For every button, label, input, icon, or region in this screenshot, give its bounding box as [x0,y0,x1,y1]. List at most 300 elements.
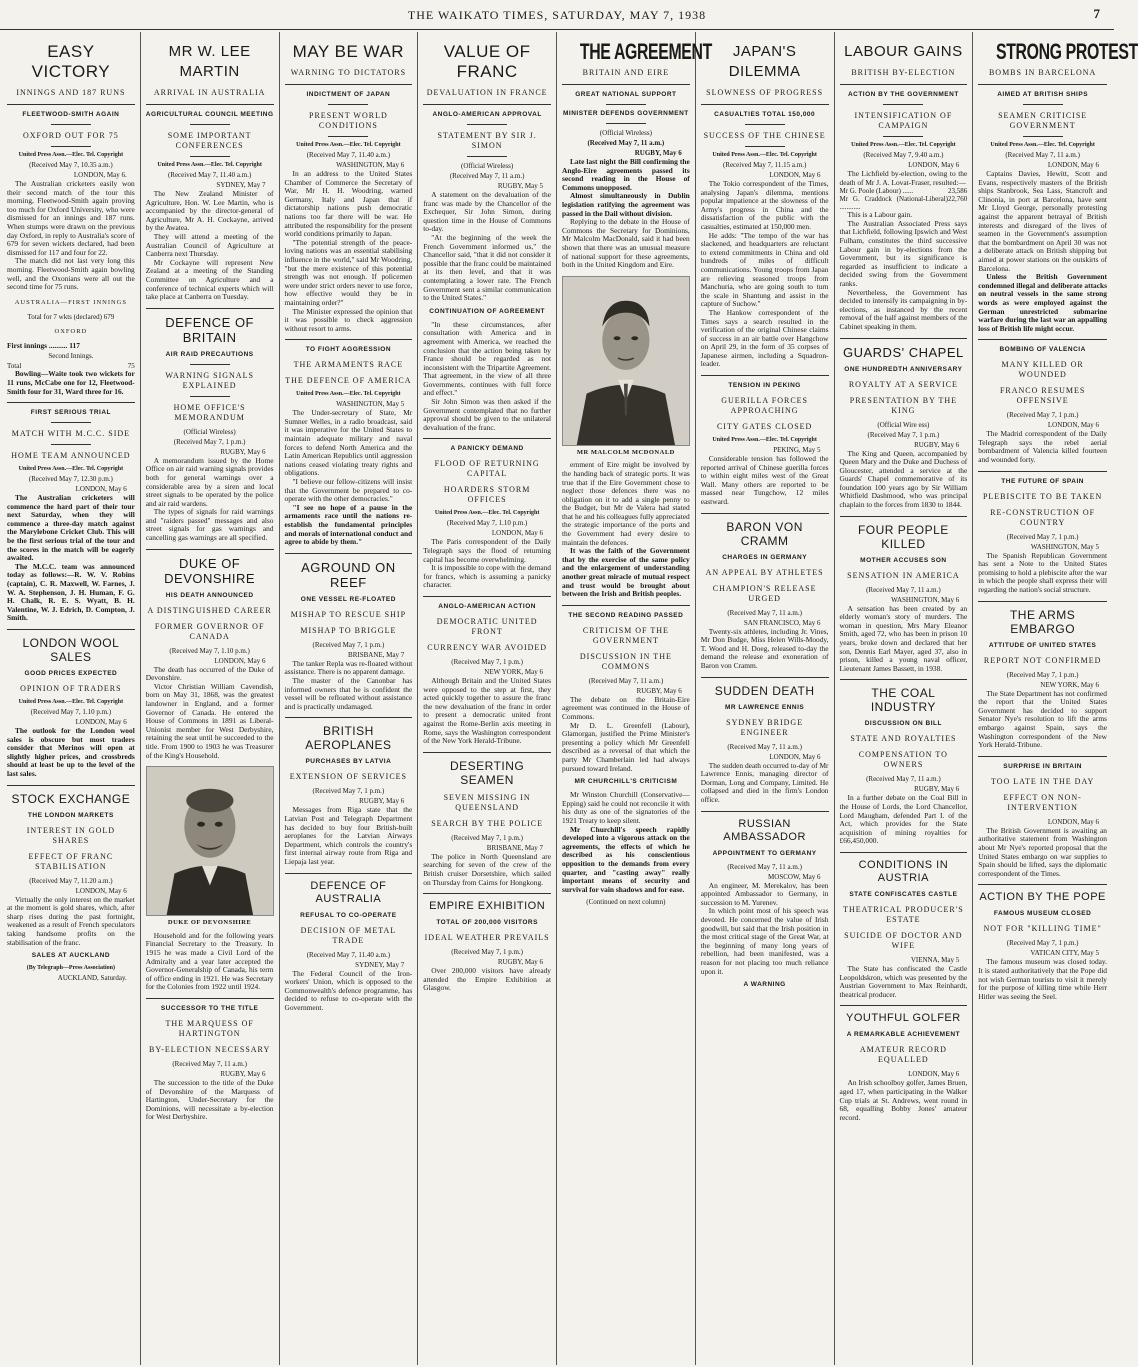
story-headline: BARON VON CRAMM [726,519,803,548]
headline: LABOUR GAINS [844,43,963,60]
paragraph: The police in North Queensland are searching for seven of the crew of the British cruiser Dorsetshire, which sailed on Thursday from Cairns for Hongkong. [423,851,551,887]
story-deck: CITY GATES CLOSED [716,422,813,432]
stock-sub: INTEREST IN GOLD SHARES [26,825,116,845]
lead-paragraph: Late last night the Bill confirming the Anglo-Eire agreements passed its second reading in the House of Commons unopposed. [562,157,690,192]
paragraph: "I believe our fellow-citizens will insist that the Government be prepared to co-operate with the other democracies." [284,477,413,504]
received: (Received May 7, 11 a.m.) [866,775,941,784]
story-headline: EMPIRE EXHIBITION [429,900,546,913]
paragraph: The famous museum was closed today. It is stated authoritatively that the Pope did not wish German tourists to visit it merely for the purpose of killing time while Herr Hitler was seeing the Seel. [978,957,1107,1001]
story-deck: HOME OFFICE'S MEMORANDUM [173,402,246,422]
paragraph: Victor Christian William Cavendish, born on May 31, 1868, was the greatest landowner in England, and a former Governor of Canada. He entered the House of Commons in 1891 as Liberal-Unionist member for West Derbyshire, retaining the seat until he succeeded to the title. From 1900 to 1903 he was Treasurer of the King's Household. [145,681,274,760]
story-deck: PRESENTATION BY THE KING [849,395,957,415]
result-votes: 23,586 [948,187,968,196]
stock-headline: STOCK EXCHANGE [11,791,131,806]
story-bold: AIR RAID PRECAUTIONS [165,350,254,358]
second-story-sub: MATCH WITH M.C.C. SIDE [11,429,131,439]
bold-subhead: INDICTMENT OF JAPAN [306,91,391,98]
wire: (Official Wireless) [599,129,652,137]
received: (Received May 7, 1 p.m.) [173,437,246,446]
deck: PRESENT WORLD CONDITIONS [309,111,388,130]
column-the-agreement [557,32,712,1365]
total-label: Total [7,362,22,371]
story-headline: DEFENCE OF BRITAIN [165,314,255,345]
paragraph: In an address to the United States Chamber of Commerce the Secretary of War, Mr H. H. Woodring, warned Germany, Italy and Japan that if dictatorship nations push democratic nations too far there will be war. He attributed the responsibility for the present world conditions primarily to Japan. [284,169,413,239]
story-bold: FAMOUS MUSEUM CLOSED [993,910,1092,918]
story-sub: AMATEUR RECORD EQUALLED [859,1045,947,1065]
story-bold: STATE CONFISCATES CASTLE [849,890,958,898]
subhead: BRITAIN AND EIRE [582,68,670,77]
sales-bold: SALES AT AUCKLAND [31,952,111,960]
story-sub: STATE AND ROYALTIES [850,734,957,744]
story-deck: FORMER GOVERNOR OF CANADA [154,621,265,641]
column-easy-victory [2,32,141,1365]
column-lee-martin [141,32,280,1365]
received: (Received May 7, 1 p.m.) [1006,670,1079,679]
bold-subhead: FLEETWOOD-SMITH AGAIN [22,111,120,118]
successor-deck: BY-ELECTION NECESSARY [149,1044,271,1054]
story-sub: ROYALTY AT A SERVICE [848,379,958,389]
paragraph: ernment of Eire might be involved by the handing back of strategic ports. It was true that if the Eire Government chose to neglect those defences there was no obligation on it to add a single penny to the Budget, but Mr de Valera had stated that he and his colleagues fully appreciated the strategic importance of the ports and the Government had every desire to maintain the defences. [562,460,690,547]
story-headline: DUKE OF DEVONSHIRE [164,555,256,586]
newspaper-columns [2,32,1138,1365]
story-sub: A DISTINGUISHED CAREER [147,605,272,615]
deck: STATEMENT BY SIR J. SIMON [437,131,537,150]
story-headline: YOUTHFUL GOLFER [846,1012,961,1025]
lead-paragraph: Almost simultaneously in Dublin legislation ratifying the agreement was passed in the Dail without division. [562,191,690,218]
dateline: LONDON, May 6 [908,1070,960,1079]
wire: (Official Wireless) [183,427,236,436]
result-votes: 22,760 [948,195,968,204]
dateline: WASHINGTON, May 6 [891,595,960,604]
received: (Received May 7, 11.40 a.m.) [306,950,391,959]
page-number: 7 [1093,6,1100,21]
result-name: Mr G. Poole (Labour) ...... [839,187,914,196]
paragraph: Twenty-six athletes, including Jr. Vines, Mr Don Budge, Miss Helen Wills-Moody, T. Wood and H. Doeg, released to-day the demand the release and exoneration of Baron von Cramm. [700,626,829,670]
deck: SOME IMPORTANT CONFERENCES [167,131,252,150]
paragraph: Over 200,000 visitors have already attended the Empire Exhibition at Glasgow. [423,966,551,993]
bold-paragraph: Mr Churchill's speech rapidly developed into a vigorous attack on the agreements, the effects of which he described as his conscientious opposition to the demands from every quarter, and "casting away" really important means of security and survival for vain shadows and for ease. [562,824,690,894]
story-headline: DEFENCE OF AUSTRALIA [310,879,387,905]
paragraph: The debate on the Britain-Eire agreement was continued in the House of Commons. [562,694,690,721]
credit: United Press Assn.—Elec. Tel. Copyright [712,437,817,444]
credit: United Press Assn.—Elec. Tel. Copyright [18,699,124,705]
column-labour-gains [835,32,974,1365]
received: (Received May 7, 11 a.m.) [588,676,664,685]
deck: SEAMEN CRITICISE GOVERNMENT [998,111,1088,130]
paragraph: Replying to the debate in the House of Commons the Secretary for Dominions, Mr Malcolm MacDonald, said it had been shown that there was an unusual measure of national support for these agreements, both in the United Kingdom and Eire. [562,217,690,270]
received: (Received May 7, 1 p.m.) [451,833,523,842]
story-deck: FRANCO RESUMES OFFENSIVE [999,386,1086,406]
paragraph: The succession to the title of the Duke of Devonshire of the Marquess of Hartington, Under-Secretary for the Dominions, will necessitate a by-election for West Derbyshire. [145,1077,274,1122]
paragraph: The types of signals for raid warnings and "raiders passed" messages and also street signals for gas warnings and cancelling gas warnings are all specified. [145,507,274,543]
column-japans-dilemma [696,32,835,1365]
paragraph: It is impossible to cope with the demand for francs, which is assuming a panicky character. [423,563,551,590]
paragraph: The Spanish Republican Government has sent a Note to the United States promising to hold a plebiscite after the war in which the people shall express their will regarding the nation's social structure. [978,550,1107,595]
story-bold: A PANICKY DEMAND [450,445,524,453]
dateline: LONDON, May 6 [1047,817,1099,826]
story-sub: MISHAP TO RESCUE SHIP [290,609,407,619]
team-announced: HOME TEAM ANNOUNCED [11,451,131,461]
dateline: RUGBY, May 6 [497,958,543,967]
credit: United Press Assn.—Elec. Tel. Copyright [990,142,1095,148]
story-headline: AGROUND ON REEF [301,559,396,590]
portrait-caption: MR MALCOLM MCDONALD [576,448,675,456]
story-deck: DISCUSSION IN THE COMMONS [579,651,672,671]
dateline: LONDON, May 6 [1047,421,1099,430]
story-sub: FLOOD OF RETURNING CAPITAL [434,459,540,479]
received: (Received May 7, 11 a.m.) [449,172,525,180]
wool-sub: OPINION OF TRADERS [20,684,122,693]
story-sub: THE ARMAMENTS RACE [293,360,404,370]
dateline: LONDON, May 6 [1047,161,1099,169]
headline: MR W. LEE MARTIN [168,43,251,80]
story-deck: THE DEFENCE OF AMERICA [285,376,412,386]
received: (Received May 7, 11.40 a.m.) [306,151,391,159]
story-bold: HIS DEATH ANNOUNCED [165,591,254,599]
paragraph: "The potential strength of the peace-loving nations was an essential stabilising influence in the world," said Mr Woodring, "but the mere existence of this potential strength was not enough. If policemen were under strict orders never to use force, how effective would they be in maintaining order?" [284,237,413,307]
dateline: VATICAN CITY, May 5 [1030,949,1099,958]
paragraph: Mr Winston Churchill (Conservative—Epping) said he could not reconcile it with his duty as one of the signatories of the 1921 Treaty to keep silent. [562,790,690,825]
paragraph: The master of the Canonbar has informed owners that he is confident the vessel will be refloated without assistance and is practically undamaged. [284,675,413,711]
successor-bold: SUCCESSOR TO THE TITLE [160,1004,259,1012]
dateline: LONDON, May 6 [75,718,127,726]
received: (Received May 7, 11 a.m.) [727,742,802,751]
received: (Received May 7, 11 a.m.) [1005,151,1080,159]
bold-subhead: GREAT NATIONAL SUPPORT [575,91,677,98]
dateline: LONDON, May 6. [73,171,127,179]
received: (Received May 7, 12.30 p.m.) [28,475,113,484]
paragraph: Household and for the following years Financial Secretary to the Treasury. In 1915 he was made a Civil Lord of the Admiralty and a year later accepted the Governor-Generalship of Canada, his term of office ending in 1921. He was Secretary for the Colonies from 1922 until 1924. [145,930,274,992]
paragraph: Captains Davies, Hewitt, Scott and Evans, respectively masters of the British ships Stanbrook, Sea Lass, Stancroft and Clinonia, in port at Barcelona, have sent Mr Lloyd George, personally protesting against the apparent betrayal of British interests and disregard of the lives of seamen in the Government's assumption that the bombardment on April 30 was not a deliberate attack on British shipping but aimed at power stations on the outskirts of Barcelona. [978,169,1107,273]
story-headline: ACTION BY THE POPE [979,891,1106,904]
second-innings: Second Innings. [48,352,94,361]
received: (Received May 7, 1 p.m.) [1006,411,1079,420]
paragraph: The tanker Repla was re-floated without assistance. There is no apparent damage. [284,658,413,677]
story-sub: AN APPEAL BY ATHLETES [705,567,824,577]
successor-sub: THE MARQUESS OF HARTINGTON [165,1018,254,1038]
story-sub: DEMOCRATIC UNITED FRONT [436,617,538,636]
dateline: LONDON, May 6 [769,752,821,761]
dateline: SAN FRANCISCO, May 6 [743,618,821,627]
received: (Received May 7, 1 p.m.) [451,658,523,666]
received: (Received May 7, 1 p.m.) [312,640,385,649]
paragraph: Virtually the only interest on the market at the moment is gold shares, which, after sharp rises during the past fortnight, weakened as a result of French speculators taking handsome profits on the stabilisation of the franc. [7,894,135,947]
dateline: VIENNA, May 5 [910,955,960,964]
story-bold: ATTITUDE OF UNITED STATES [988,641,1097,649]
paragraph: The Australian cricketers easily won their second match of the tour this morning, Fleetwood-Smith again proving too much for Oxford University, who were dismissed for an innings and 187 runs. When stumps were drawn on the previous day Oxford, in reply to Australia's score of 679 for seven wickets declared, had been dismissed for 117 and four for 22. [7,179,135,257]
story-bold: TOTAL OF 200,000 VISITORS [436,919,538,927]
story-bold: ANGLO-AMERICAN ACTION [438,603,536,610]
story-bold: MOTHER ACCUSES SON [860,556,947,564]
story-sub: EXTENSION OF SERVICES [289,772,407,782]
received: (Received May 7, 11 a.m.) [727,862,802,871]
story-deck: EFFECT ON NON-INTERVENTION [1003,792,1082,812]
masthead [0,0,1114,30]
column-may-be-war [280,32,419,1365]
paragraph: An Irish schoolboy golfer, James Bruen, aged 17, when participating in the Walker Cup trials at St. Andrews, went round in 68, equalling Bobby Jones' amateur record. [839,1078,968,1122]
credit: United Press Assn.—Elec. Tel. Copyright [296,142,401,148]
paragraph: The Minister expressed the opinion that it was possible to check aggression without resort to arms. [284,306,413,333]
received: (Received May 7, 11 a.m.) [172,1059,247,1068]
received: (Received May 7, 1.10 p.m.) [30,708,112,716]
bold-subhead: AGRICULTURAL COUNCIL MEETING [145,111,274,118]
story-deck: HOARDERS STORM OFFICES [443,485,531,505]
dateline: RUGBY, May 6 [359,797,405,806]
story-bold: BOMBING OF VALENCIA [999,346,1086,354]
score-heading: AUSTRALIA—FIRST INNINGS [14,298,127,306]
received: (Received May 7, 11 a.m.) [587,139,665,147]
paragraph: The State has confiscated the Castle Leopoldskron, which was presented by the Austrian Government to Max Reinhardt, theatrical producer. [839,963,968,999]
story-bold: ONE VESSEL RE-FLOATED [300,595,396,603]
dateline: LONDON, May 6 [214,656,266,665]
story-sub: GUERILLA FORCES APPROACHING [721,396,809,416]
dateline: AUCKLAND, Saturday. [57,974,127,983]
column-strong-protest [973,32,1138,1365]
paragraph: In which point most of his speech was devoted. He concerned the value of Irish goodwill, but said that the Irish position in the most critical stage of the Great War, at the beginning of many long years of rebellion, had been manifested, was a reason for not placing too much reliance upon it. [700,906,829,976]
story-bold: SURPRISE IN BRITAIN [1003,762,1082,770]
dateline: MOSCOW, May 6 [768,872,821,881]
dateline: RUGBY, May 6 [220,447,266,456]
portrait-malcolm-macdonald [562,276,690,446]
deck: OXFORD OUT FOR 75 [22,131,119,140]
story-bold: TO FIGHT AGGRESSION [305,346,392,354]
received: (Received May 7, 9.40 a.m.) [863,151,944,159]
headline: STRONG PROTEST [996,39,1138,64]
subhead: INNINGS AND 187 RUNS [16,88,126,97]
total-value: 75 [127,362,135,371]
paragraph: The Madrid correspondent of the Daily Telegraph says the rebel aerial bombardment of Valencia killed fourteen and wounded forty. [978,429,1107,465]
paragraph: In a further debate on the Coal Bill in the House of Lords, the Lord Chancellor, Lord Maugham, defended Part I. of the Act, which provides for the State acquisition of mining royalties for £66,450,000. [839,793,968,846]
continued-note: (Continued on next column) [586,898,666,907]
paragraph: Mr D. L. Greenfell (Labour), Glamorgan, justified the Prime Minister's presenting a policy which Mr Greenfell described as a reversal of that which the party Mr Chamberlain led had always pursued toward Ireland. [562,720,690,773]
dateline: RUGBY, May 6 [636,686,682,695]
dateline: BRISBANE, May 7 [348,650,405,659]
paragraph: Messages from Riga state that the Latvian Post and Telegraph Department has decided to buy four British-built aeroplanes for the Latvian Airways Department, which controls the country's first internal airway route from Riga and Liepaja last year. [284,805,413,866]
story-bold: THE SECOND READING PASSED [568,611,684,619]
wool-bold: GOOD PRICES EXPECTED [24,670,118,677]
paragraph: Nevertheless, the Government has decided to intensify its campaigning in by-elections, as instanced by the recent removal of the half against members of the Cabinet speaking in them. [839,287,968,331]
story-headline: GUARDS' CHAPEL [843,344,964,360]
story-sub: REPORT NOT CONFIRMED [983,655,1102,665]
paragraph: A statement on the devaluation of the franc was made by the Chancellor of the Exchequer, Sir John Simon, during question time in the House of Commons to-day. [423,190,551,234]
story-bold: TENSION IN PEKING [728,382,801,390]
story-sub: SENSATION IN AMERICA [847,570,960,580]
deck: SUCCESS OF THE CHINESE [703,131,826,140]
received: (Received May 7, 11.20 a.m.) [29,876,113,885]
bold-paragraph: Unless the British Government condemned illegal and deliberate attacks on neutral vessels in the same strong words as were employed against the German unrestricted submarine warfare during the last war an appalling loss of British life might occur. [978,272,1107,333]
quote: "I see no hope of a pause in the armaments race until the nations re-establish the fundamental principles and morals of international conduct and agree to abide by them." [284,502,413,547]
masthead-title: THE WAIKATO TIMES, SATURDAY, MAY 7, 1938 [407,8,707,22]
story-bold: MR LAWRENCE ENNIS [724,703,805,711]
received: (Received May 7, 11 a.m.) [866,585,941,594]
paragraph: The sudden death occurred to-day of Mr Lawrence Ennis, managing director of Dorman, Long and Company, Limited. He collapsed and died in the firm's London office. [700,760,829,804]
received: (Received May 7, 1 p.m.) [1006,939,1079,948]
bold-subhead: ACTION BY THE GOVERNMENT [847,91,959,98]
received: (Received May 7, 1 p.m.) [867,430,940,439]
result-line [840,195,968,211]
received: (Received May 7, 1.10 p.m.) [446,519,528,528]
story-deck: CURRENCY WAR AVOIDED [427,643,548,652]
deck: INTENSIFICATION OF CAMPAIGN [854,111,953,130]
story-bold: APPOINTMENT TO GERMANY [712,849,817,857]
story-bold: PURCHASES BY LATVIA [305,758,392,766]
subhead: BOMBS IN BARCELONA [988,68,1097,77]
story-headline: BRITISH AEROPLANES [305,724,392,753]
wire: (Official Wire ess) [877,420,930,429]
paragraph: The State Department has not confirmed the report that the United States Government has decided to support Senator Nye's resolution to lift the arms embargo against Spain, says the Washington correspondent of the New York Herald-Tribune. [978,688,1107,750]
column-value-of-franc [418,32,557,1365]
credit: United Press Assn.—Elec. Tel. Copyright [18,152,124,158]
dateline: LONDON, May 6 [75,886,127,895]
story-deck: SUICIDE OF DOCTOR AND WIFE [844,930,963,950]
story-sub: MANY KILLED OR WOUNDED [1001,360,1084,380]
story-sub: WARNING SIGNALS EXPLAINED [165,370,254,390]
bold-subhead: ANGLO-AMERICAN APPROVAL [432,111,542,118]
wire: (Official Wireless) [461,162,514,170]
story-deck: COMPENSATION TO OWNERS [858,750,948,770]
paragraph: The New Zealand Minister of Agriculture, Hon. W. Lee Martin, who is accompanied by the director-general of Agriculture, Mr A. H. Cockayne, arrived by the Awatea. [145,189,274,233]
continuation-bold: CONTINUATION OF AGREEMENT [429,307,546,315]
story-sub: SEARCH BY THE POLICE [431,818,544,828]
dateline: LONDON, May 6 [769,171,821,179]
credit: United Press Assn.—Elec. Tel. Copyright [851,142,956,148]
headline: VALUE OF FRANC [443,42,531,81]
first-innings: First innings .......... 117 [7,340,80,350]
dateline: NEW YORK, May 6 [1040,680,1099,689]
story-sub: CRITICISM OF THE GOVERNMENT [582,625,669,645]
dateline: SYDNEY, May 7 [355,960,405,969]
paragraph: The Australian Associated Press says that Lichfield, following Ipswich and West Fulham, constitutes the third successive Labour gain in by-elections from the Government, but its significance is regarded as insufficient to indicate a decided swing from the Government ranks. [839,218,968,288]
dateline: WASHINGTON, May 5 [1030,542,1099,551]
story-sub: PLEBISCITE TO BE TAKEN [982,491,1103,501]
dateline: RUGBY, May 5 [497,182,543,190]
paragraph: The Under-secretary of State, Mr Sumner Welles, in a radio broadcast, said it was imperative for the United States to maintain adequate military and naval forces to defend North America and the Latin American Republics until aggression nations ceased violating treaty rights and obligations. [284,408,413,478]
bold-subhead: AIMED AT BRITISH SHIPS [997,91,1089,98]
received: (Received May 7, 11.15 a.m.) [722,161,807,169]
paragraph: The Lichfield by-election, owing to the death of Mr J. A. Lovat-Fraser, resulted:— [839,169,968,187]
paragraph: The British Government is awaiting an authoritative statement from Washington about Mr Nye's reported proposal that the United States embargo on war supplies to Spain should be lifted, says the diplomatic correspondent of the Times. [978,825,1107,878]
paragraph: He adds: "The tempo of the war has slackened, and headquarters are reluctant to extend commitments in China and old hundreds of miles of difficult communications. Young troops from Japan are relieving seasoned troops from Manchuria, who are going south to turn the scale in Shantung and assist in the capture of Suchow." [700,230,829,309]
churchill-bold: MR CHURCHILL'S CRITICISM [574,778,678,786]
oxford-heading: OXFORD [54,327,88,335]
paragraph: A memorandum issued by the Home Office on air raid warning signals provides both for general warnings over a considerable area by a siren and local street signals to be operated by the police and air raid wardens. [145,455,274,508]
bold-subhead-2: MINISTER DEFENDS GOVERNMENT [562,110,689,117]
dateline: RUGBY, May 6 [634,149,682,157]
paragraph: A sensation has been created by an elderly woman's story of murders. The woman in question, Mrs Mary Eleanor Smith, aged 72, who has been in prison 10 years, broke down and declared that her son, Dennis Earl Mayer, aged 37, also in prison, killed a young naval officer, Lieutenant James Bassett, in 1938. [839,603,968,673]
result-note: This is a Labour gain. [847,210,913,220]
headline: EASY VICTORY [31,42,111,81]
stock-bold: THE LONDON MARKETS [27,811,114,819]
received: (Received May 7, 11 a.m.) [727,608,802,617]
credit: (By Telegraph—Press Association) [26,965,115,972]
paragraph: The Australian cricketers will commence the hard part of their tour next Saturday, when they will commence a three-day match against the Marylebone Cricket Club. This will be the first serious trial of the tour and the scores in the match will be eagerly awaited. [7,493,135,563]
story-bold: DISCUSSION ON BILL [864,720,942,728]
story-sub: TOO LATE IN THE DAY [990,776,1095,786]
story-bold: THE FUTURE OF SPAIN [1001,477,1084,485]
paragraph: The Hankow correspondent of the Times says a search resulted in the verification of the original Chinese claims of success in an air battle over Hangchow on April 29, in the form of 35 corpses of Japanese airmen, including a Squadron-leader. [700,307,829,369]
paragraph: Considerable tension has followed the reported arrival of Chinese guerilla forces to within eight miles west of the Great Wall. Many others are reported to be massed near Tungchow, 12 miles eastward. [700,454,829,507]
warning-bold: A WARNING [743,981,786,989]
story-headline: CONDITIONS IN AUSTRIA [858,858,949,884]
story-headline: RUSSIAN AMBASSADOR [723,817,806,843]
second-story-head: FIRST SERIOUS TRIAL [30,409,112,417]
paragraph: They will attend a meeting of the Australian Council of Agriculture at Canberra next Thursday. [145,231,274,259]
headline: THE AGREEMENT [579,39,712,64]
credit: United Press Assn.—Elec. Tel. Copyright [712,152,817,158]
credit: United Press Assn.—Elec. Tel. Copyright [434,510,540,517]
dateline: RUGBY, May 6 [914,785,960,794]
received: (Received May 7, 1 p.m.) [312,787,385,796]
dateline: LONDON, May 6 [908,161,960,169]
story-deck: RE-CONSTRUCTION OF COUNTRY [990,507,1096,527]
credit: United Press Assn.—Elec. Tel. Copyright [296,391,401,398]
subhead: BRITISH BY-ELECTION [851,68,956,77]
story-bold: CHARGES IN GERMANY [722,553,808,561]
paragraph: The outlook for the London wool sales is obscure but most traders consider that Merinos will open at slightly higher prices, and crossbreds should at least be up to the level of the last sales. [7,726,135,778]
bowling: Bowling—Waite took two wickets for 11 runs, McCabe one for 12, Fleetwood-Smith four for 31, Ward three for 16. [7,369,135,396]
paragraph: The Paris correspondent of the Daily Telegraph says the flood of returning capital has become overwhelming. [423,537,551,564]
paragraph: The Tokio correspondent of the Times, analysing Japan's dilemma, mentions popular impatience at the slowness of the Army's progress in China and the dissatisfaction of the public with the casualties, estimated at 150,000 men. [700,179,829,231]
paragraph: "In these circumstances, after consultation with America and in agreement with America, we reached the conclusion that the action being taken by France should be regarded as not inconsistent with the Tripartite Agreement. That agreement, in the view of all three Governments, continues with full force and effect." [423,319,551,398]
story-sub: DECISION OF METAL TRADE [300,925,397,945]
dateline: LONDON, May 6 [75,485,127,494]
received: (Received May 7, 11.40 a.m.) [167,171,252,179]
paragraph: The match did not last very long this morning. Fleetwood-Smith again bowling well, and the Oxonians were all out the second time for 75 runs. [7,256,135,292]
story-headline: SUDDEN DEATH [714,683,815,698]
dateline: PEKING, May 5 [773,446,821,455]
dateline: NEW YORK, May 6 [484,668,543,676]
stock-sub2: EFFECT OF FRANC STABILISATION [28,851,114,871]
paragraph: "At the beginning of the week the French Government informed us," the Chancellor said, "that it did not consider it possible that the franc could be maintained at its then level, and that it was contemplating a lower rate. The French Government sent a similar communication to the United States." [423,232,551,303]
story-headline: THE COAL INDUSTRY [870,686,936,715]
bold-subhead: CASUALTIES TOTAL 150,000 [714,111,816,118]
dateline: LONDON, May 6 [491,529,543,538]
received: (Received May 7, 1 p.m.) [451,948,523,957]
paragraph: An engineer, M. Merekalov, has been appointed Ambassador to Germany, in succession to M. Yurenev. [700,880,829,907]
received: (Received May 7, 10.35 a.m.) [29,161,113,169]
portrait-caption: DUKE OF DEVONSHIRE [167,919,252,927]
credit: United Press Assn.—Elec. Tel. Copyright [18,466,124,473]
paragraph: The Federal Council of the Iron-workers' Union, which is opposed to the Commonwealth's defence programme, has decided to refuse to co-operate with the Government. [284,968,413,1012]
subhead: ARRIVAL IN AUSTRALIA [153,88,266,97]
story-deck: MISHAP TO BRIGGLE [300,625,397,635]
story-headline: FOUR PEOPLE KILLED [857,522,949,551]
dateline: RUGBY, May 6 [220,1069,266,1078]
paragraph: Although Britain and the United States were opposed to the step at first, they acted quickly together to assure the franc the new devaluation of the franc in order to present a democratic united front against the Rome-Berlin axis meeting in Rome, says the Washington correspondent of the New York Herald-Tribune. [423,676,551,746]
paragraph: The death has occurred of the Duke of Devonshire. [145,664,274,683]
subhead: SLOWNESS OF PROGRESS [706,88,824,97]
received: (Received May 7, 1.10 p.m.) [169,646,250,655]
story-bold: ONE HUNDREDTH ANNIVERSARY [844,365,963,373]
paragraph: The M.C.C. team was announced today as follows:—R. W. V. Robins (captain), C. R. Maxwell, W. Farnes, J. W. A. Stephenson, J. H. Human, F. G. H. Chalk, R. E. S. Wyatt, B. H. Valentine, W. J. Edrich, D. Compton, J. Smith. [7,561,135,623]
result-name: Mr G. Craddock (National-Liberal) ............ [839,195,948,212]
portrait-duke-of-devonshire [146,766,274,916]
wool-headline: LONDON WOOL SALES [22,636,120,664]
paragraph: The King and Queen, accompanied by Queen Mary and the Duke and Duchess of Gloucester, attended a service at the Guards' Chapel commemorative of its foundation 100 years ago by Sir William Whitfield Dashmood, who was principal chaplain to the forces from 1830 to 1844. [839,448,968,510]
dateline: WASHINGTON, May 6 [336,161,405,169]
dateline: WASHINGTON, May 5 [336,400,405,409]
dateline: SYDNEY, May 7 [216,181,266,189]
paragraph: Mr Cockayne will represent New Zealand at a meeting of the Standing Committee on Agriculture and a conference of technical experts which will take place at Canberra on Tuesday. [145,257,274,302]
subhead: WARNING TO DICTATORS [290,68,407,77]
story-headline: THE ARMS EMBARGO [1009,607,1076,636]
dateline: RUGBY, May 6 [914,440,960,449]
story-deck: CHAMPION'S RELEASE URGED [712,583,817,603]
story-bold: SEVEN MISSING IN QUEENSLAND [443,792,531,812]
story-bold: REFUSAL TO CO-OPERATE [300,911,397,919]
score-total: Total for 7 wkts (declared) 679 [27,312,115,321]
dateline: BRISBANE, May 7 [486,843,543,852]
